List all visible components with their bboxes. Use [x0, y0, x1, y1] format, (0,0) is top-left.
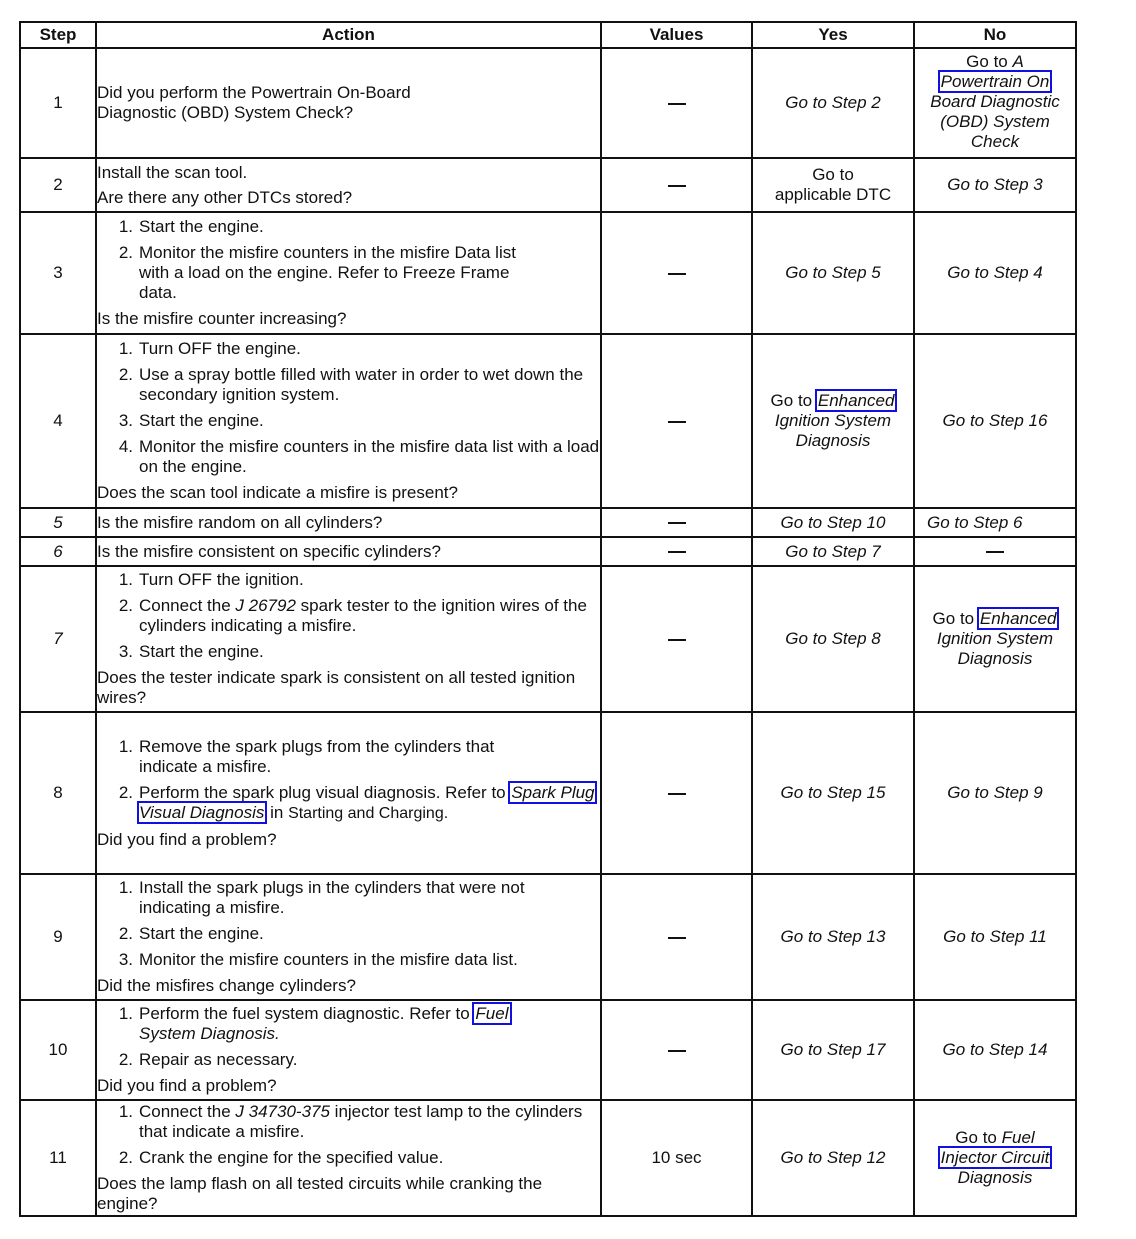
instruction-list	[97, 878, 600, 970]
list-item: 4. Monitor the misfire counters in the misfire data list with a load on the engine.	[118, 437, 600, 476]
question: Is the misfire random on all cylinders?	[97, 512, 383, 532]
no-cell: Go to Step 9	[914, 712, 1076, 874]
header-action: Action	[96, 22, 601, 48]
no-cell	[914, 566, 1076, 712]
value-cell	[601, 566, 752, 712]
value-cell	[601, 334, 752, 508]
step-number: 1	[20, 48, 96, 158]
dash-mark	[668, 421, 686, 423]
instruction-list	[97, 570, 600, 662]
table-row-step-3	[20, 212, 1076, 334]
dash-mark	[668, 1050, 686, 1052]
question: Does the lamp flash on all tested circuits while cranking the engine?	[97, 1174, 543, 1213]
no-suffix: Diagnosis	[957, 1168, 1033, 1187]
dash-mark	[668, 273, 686, 275]
question: Are there any other DTCs stored?	[97, 187, 353, 207]
list-item: 1. Connect the J 34730-375 injector test lamp to the cylinders that indicate a misfire.	[118, 1102, 583, 1141]
no-cell: Go to Step 14	[914, 1000, 1076, 1100]
dash-mark	[986, 551, 1004, 553]
question: Is the misfire counter increasing?	[97, 309, 347, 328]
table-row-step-8	[20, 712, 1076, 874]
table-row-step-9	[20, 874, 1076, 1000]
action-cell	[96, 212, 601, 334]
no-text: A	[1012, 52, 1024, 71]
dash-mark	[668, 551, 686, 553]
list-item: 2. Perform the spark plug visual diagnosis. Refer to Spark Plug Visual Diagnosis in Starting and Charging.	[118, 782, 595, 822]
dash-mark	[668, 937, 686, 939]
powertrain-obd-link[interactable]: Powertrain On	[940, 72, 1050, 91]
yes-cell: Go to Step 10	[752, 508, 914, 537]
step-number: 10	[20, 1000, 96, 1100]
list-item: 3. Monitor the misfire counters in the misfire data list.	[118, 950, 518, 969]
question: Does the tester indicate spark is consistent on all tested ignition wires?	[97, 668, 576, 707]
list-item: 1. Install the spark plugs in the cylinders that were not indicating a misfire.	[118, 878, 525, 917]
step-number: 11	[20, 1100, 96, 1216]
list-item: 2. Repair as necessary.	[118, 1050, 298, 1069]
no-text: Fuel	[1001, 1128, 1035, 1147]
fuel-system-diagnosis-link[interactable]: Fuel	[475, 1004, 509, 1023]
no-prefix: Go to	[932, 609, 979, 628]
table-row-step-11	[20, 1100, 1076, 1216]
header-yes: Yes	[752, 22, 914, 48]
instruction-list	[97, 737, 600, 824]
no-cell	[914, 537, 1076, 566]
question: Does the scan tool indicate a misfire is present?	[97, 483, 458, 502]
list-item: 1. Start the engine.	[118, 217, 264, 236]
yes-cell: Go to Step 7	[752, 537, 914, 566]
header-step: Step	[20, 22, 96, 48]
no-cell: Go to Step 11	[914, 874, 1076, 1000]
yes-cell: Go to Step 17	[752, 1000, 914, 1100]
no-prefix: Go to	[955, 1128, 1002, 1147]
tool-number: J 26792	[235, 596, 296, 615]
list-item: 2. Use a spray bottle filled with water in order to wet down the secondary ignition system.	[118, 365, 584, 404]
value-cell	[601, 874, 752, 1000]
value-cell: 10 sec	[601, 1100, 752, 1216]
dash-mark	[668, 793, 686, 795]
action-cell	[96, 537, 601, 566]
instruction-list	[97, 1102, 600, 1168]
table-row-step-5	[20, 508, 1076, 537]
step-number: 6	[20, 537, 96, 566]
list-item: 3. Start the engine.	[118, 642, 264, 661]
instruction: Install the scan tool.	[97, 162, 248, 182]
action-cell	[96, 508, 601, 537]
fuel-injector-circuit-link[interactable]: Injector Circuit	[940, 1148, 1050, 1167]
action-cell	[96, 874, 601, 1000]
step-number: 3	[20, 212, 96, 334]
list-item: 2. Crank the engine for the specified value.	[118, 1148, 444, 1167]
step-number: 7	[20, 566, 96, 712]
value-cell	[601, 48, 752, 158]
list-item: 1. Turn OFF the ignition.	[118, 570, 304, 589]
value-cell	[601, 158, 752, 212]
step-number: 4	[20, 334, 96, 508]
value-cell	[601, 712, 752, 874]
dash-mark	[668, 522, 686, 524]
question: Did the misfires change cylinders?	[97, 976, 356, 995]
dash-mark	[668, 185, 686, 187]
yes-cell: Go to Step 8	[752, 566, 914, 712]
header-values: Values	[601, 22, 752, 48]
question: Is the misfire consistent on specific cylinders?	[97, 541, 441, 561]
question: Did you find a problem?	[97, 1076, 277, 1095]
value-cell	[601, 537, 752, 566]
table-row-step-6	[20, 537, 1076, 566]
step-number: 5	[20, 508, 96, 537]
action-cell	[96, 334, 601, 508]
list-item: 2. Monitor the misfire counters in the misfire Data list with a load on the engine. Refer to Freeze Frame data.	[118, 243, 516, 302]
yes-cell	[752, 334, 914, 508]
list-item: 1. Remove the spark plugs from the cylinders that indicate a misfire.	[118, 736, 495, 776]
list-item: 3. Start the engine.	[118, 411, 264, 430]
list-item: 2. Connect the J 26792 spark tester to the ignition wires of the cylinders indicating a misfire.	[118, 596, 587, 635]
no-cell: Go to Step 4	[914, 212, 1076, 334]
no-cell	[914, 1100, 1076, 1216]
step-number: 2	[20, 158, 96, 212]
table-row-step-1	[20, 48, 1076, 158]
action-cell	[96, 1000, 601, 1100]
instruction-list	[97, 339, 600, 477]
action-cell	[96, 1100, 601, 1216]
value-cell	[601, 1000, 752, 1100]
list-item: 2. Start the engine.	[118, 924, 264, 943]
table-row-step-7	[20, 566, 1076, 712]
instruction-list	[97, 217, 600, 303]
no-suffix: Board Diagnostic (OBD) System Check	[930, 92, 1060, 151]
table-row-step-4	[20, 334, 1076, 508]
action-cell	[96, 566, 601, 712]
dash-mark	[668, 103, 686, 105]
step-number: 8	[20, 712, 96, 874]
table-row-step-2	[20, 158, 1076, 212]
list-item: 1. Perform the fuel system diagnostic. Refer to Fuel System Diagnosis.	[118, 1004, 509, 1043]
dash-mark	[668, 639, 686, 641]
table-row-step-10	[20, 1000, 1076, 1100]
yes-cell: Go to Step 5	[752, 212, 914, 334]
question: Did you find a problem?	[97, 829, 277, 849]
step-number: 9	[20, 874, 96, 1000]
yes-cell: Go to Step 15	[752, 712, 914, 874]
action-cell	[96, 712, 601, 874]
header-no: No	[914, 22, 1076, 48]
no-cell	[914, 48, 1076, 158]
no-cell: Go to Step 16	[914, 334, 1076, 508]
action-cell	[96, 48, 601, 158]
action-cell	[96, 158, 601, 212]
yes-cell	[752, 158, 914, 212]
enhanced-ignition-link[interactable]: Enhanced	[817, 391, 895, 410]
yes-text: Go to applicable DTC	[774, 165, 892, 204]
no-cell: Go to Step 3	[914, 158, 1076, 212]
value-cell	[601, 508, 752, 537]
no-prefix: Go to	[966, 52, 1013, 71]
list-item: 1. Turn OFF the engine.	[118, 339, 301, 358]
value-cell	[601, 212, 752, 334]
yes-cell: Go to Step 12	[752, 1100, 914, 1216]
yes-prefix: Go to	[770, 391, 817, 410]
no-suffix: Ignition System Diagnosis	[936, 629, 1054, 668]
question: Did you perform the Powertrain On-Board Diagnostic (OBD) System Check?	[97, 83, 411, 122]
instruction-list	[97, 1004, 600, 1070]
yes-cell: Go to Step 13	[752, 874, 914, 1000]
spark-plug-visual-diagnosis-link[interactable]: Spark Plug Visual Diagnosis	[139, 782, 595, 822]
diagnostic-table	[19, 21, 1077, 1217]
yes-cell: Go to Step 2	[752, 48, 914, 158]
tool-number: J 34730-375	[235, 1102, 330, 1121]
enhanced-ignition-link[interactable]: Enhanced	[979, 609, 1057, 628]
yes-suffix: Ignition System Diagnosis	[774, 411, 892, 450]
no-cell: Go to Step 6	[914, 508, 1076, 537]
header-row	[20, 22, 1076, 48]
